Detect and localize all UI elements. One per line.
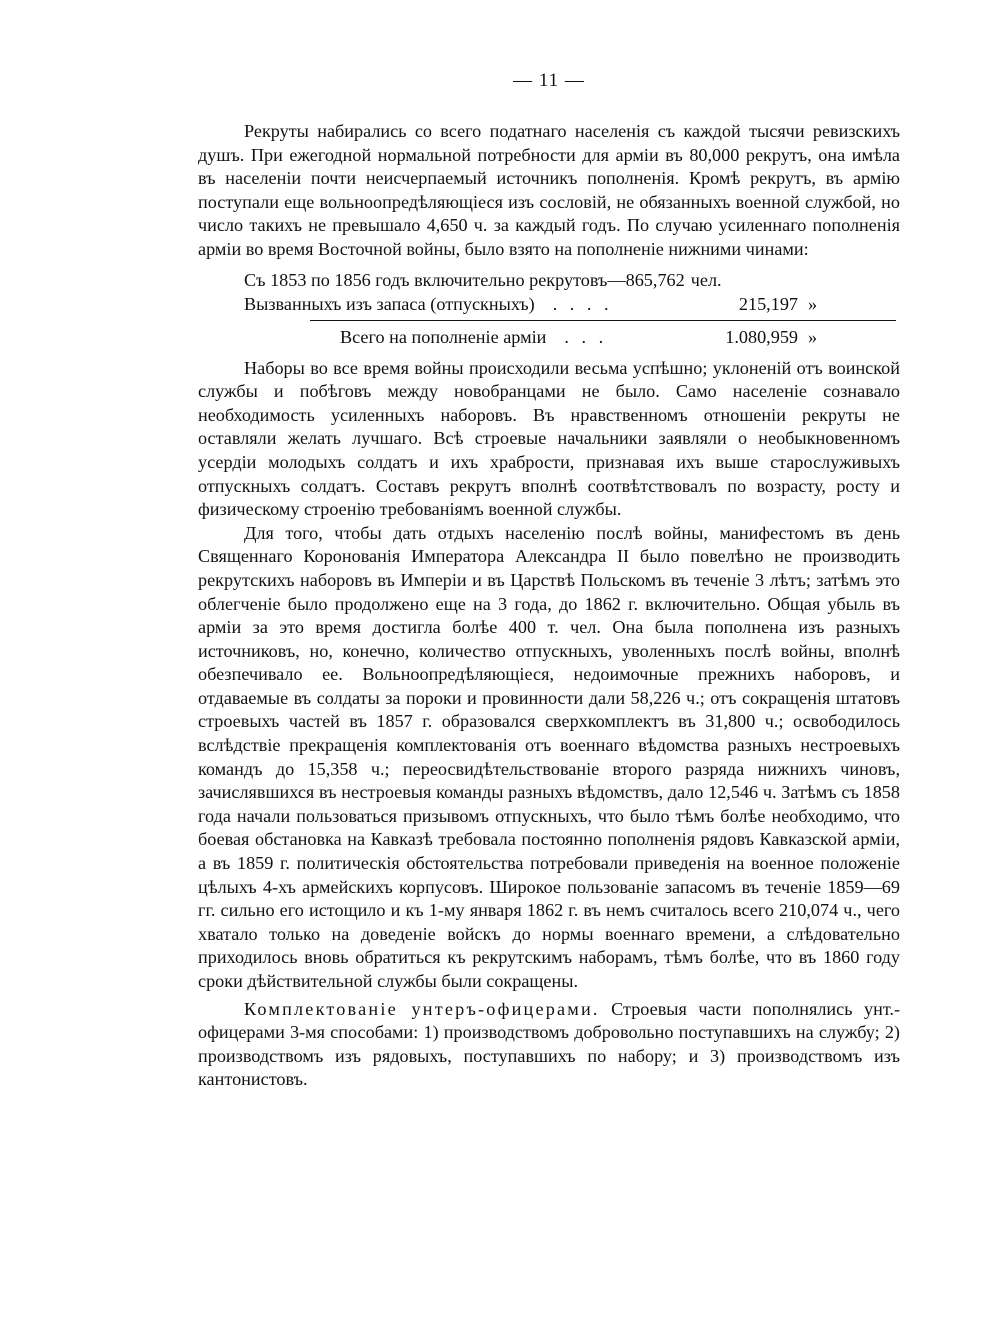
total-dots: . . . — [564, 326, 608, 347]
total-value: 1.080,959 — [725, 326, 798, 347]
paragraph-post-war: Для того, чтобы дать отдыхъ населенію послѣ войны, манифестомъ въ день Священнаго Коронованія Императора Александра II было повелѣно не производить рекрутскихъ наборовъ въ Имперіи и въ Царствѣ Польскомъ въ теченіе 3 лѣтъ; затѣмъ это облегченіе было продолжено еще на 3 года, до 1862 г. включительно. Общая убыль въ арміи за это время достигла болѣе 400 т. чел. Она была пополнена изъ разныхъ источниковъ, но, конечно, количество отпускныхъ, уволенныхъ послѣ войны, вполнѣ обезпечивало ее. Вольноопредѣляющіеся, недоимочные прежнихъ наборовъ, и отдаваемые въ солдаты за пороки и провинности дали 58,226 ч.; отъ сокращенія штатовъ строевыхъ частей въ 1857 г. образовался сверхкомплектъ въ 31,800 ч.; освободилось вслѣдствіе прекращенія комплектованія отъ военнаго вѣдомства разныхъ нестроевыхъ командъ до 15,358 ч.; переосвидѣтельствованіе второго разряда нижнихъ чиновъ, зачислявшихся въ нестроевыя команды разныхъ вѣдомствъ, дало 12,546 ч. Затѣмъ съ 1858 года начали пользоваться призывомъ отпускныхъ, что было тѣмъ болѣе необходимо, что боевая обстановка на Кавказѣ требовала постоянно пополненія рядовъ Кавказской арміи, а въ 1859 г. политическія обстоятельства потребовали приведенія на военное положеніе цѣлыхъ 4-хъ армейскихъ корпусовъ. Широкое пользованіе запасомъ въ теченіе 1859—69 гг. сильно его истощило и къ 1-му января 1862 г. въ немъ считалось всего 210,074 ч., чего хватало только на доведеніе войскъ до нормы военнаго времени, а слѣдовательно приходилось вновь обратиться къ рекрутскимъ наборамъ, тѣмъ болѣе, что въ 1860 году сроки дѣйствительной службы были сокращены. — [198, 522, 900, 991]
row-label: Вызванныхъ изъ запаса (отпускныхъ) — [244, 293, 535, 314]
total-label: Всего на пополненіе арміи — [340, 326, 547, 347]
row-value: 215,197 — [738, 293, 798, 314]
section-text: Строевыя части пополнялись унт.-офицерами 3-мя способами: 1) производствомъ добровольно поступавшихъ на службу; 2) производствомъ изъ рядовыхъ, поступавшихъ по набору; и 3) производствомъ изъ кантонистовъ. — [198, 998, 901, 1090]
row-unit: чел. — [690, 269, 722, 290]
page-number: — 11 — — [513, 70, 585, 91]
row-unit: » — [808, 293, 818, 314]
paragraph-recruitment-success: Наборы во все время войны происходили весьма успѣшно; уклоненій отъ воинской службы и побѣговъ между новобранцами не было. Само населеніе сознавало необходимость усиленныхъ наборовъ. Въ нравственномъ отношеніи рекруты не оставляли желать лучшаго. Всѣ строевые начальники заявляли о необыкновенномъ усердіи молодыхъ солдатъ и ихъ храбрости, признавая ихъ выше старослуживыхъ отпускныхъ солдатъ. Составъ рекрутъ вполнѣ соотвѣтствовалъ по возрасту, росту и физическому строенію требованіямъ военной службы. — [198, 357, 900, 520]
recruit-table — [198, 268, 900, 349]
paragraph-recruits: Рекруты набирались со всего податнаго населенія съ каждой тысячи ревизскихъ душъ. При ежегодной нормальной потребности для арміи въ 80,000 рекрутъ, она имѣла въ населеніи почти неисчерпаемый источникъ пополненія. Кромѣ рекрутъ, въ армію поступали еще вольноопредѣляющіеся изъ сословій, не обязанныхъ военной службой, но число такихъ не превышало 4,650 ч. за каждый годъ. По случаю усиленнаго пополненія арміи во время Восточной войны, было взято на пополненіе нижними чинами: — [198, 121, 900, 259]
row-value: 865,762 — [625, 269, 685, 290]
document-page — [198, 70, 900, 1092]
total-divider — [310, 320, 896, 321]
recruit-table-row — [198, 268, 900, 292]
recruit-table-row — [198, 292, 900, 316]
row-dots: . . . . — [552, 293, 613, 314]
section-heading: Комплектованіе унтеръ-офицерами. — [244, 998, 600, 1019]
paragraph-nco-recruitment — [198, 998, 900, 1092]
total-unit: » — [808, 326, 818, 347]
recruit-table-total — [198, 325, 900, 349]
row-label: Съ 1853 по 1856 годъ включительно рекрутовъ— — [244, 269, 626, 290]
